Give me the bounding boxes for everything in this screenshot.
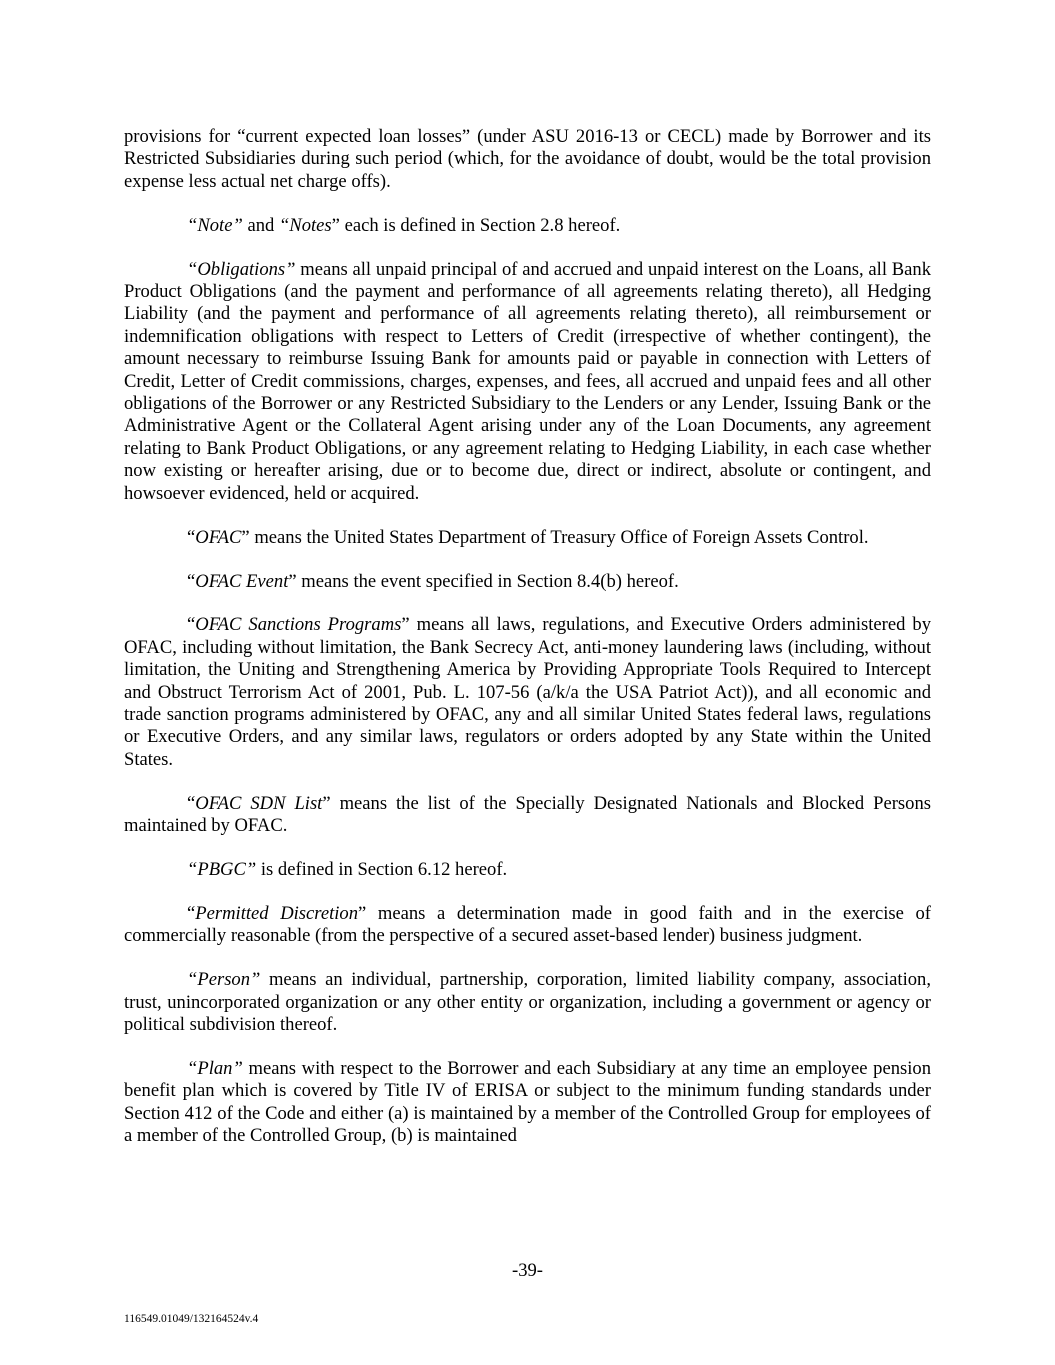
definition-text: ” means the United States Department of Treasury Office of Foreign Assets Control. — [241, 526, 869, 548]
defined-term: “PBGC” — [187, 859, 257, 881]
definition-text: ” means the list of the Specially Designated Nationals and Blocked Persons maintained by OFAC. — [124, 792, 931, 837]
definition-pbgc — [124, 859, 931, 881]
definition-ofac — [124, 527, 931, 549]
definition-text: is defined in Section 6.12 hereof. — [256, 859, 508, 881]
definition-text: ” means the event specified in Section 8.4(b) hereof. — [288, 570, 679, 592]
definition-text: means all unpaid principal of and accrued and unpaid interest on the Loans, all Bank Product Obligations (and the payment and performance of all agreements relating thereto), all Hedging Liability (and the payment and performance of all agreements relating thereto), all reimbursement or indemnification obligations with respect to Letters of Credit (irrespective of whether contingent), the amount necessary to reimburse Issuing Bank for amounts paid or payable in connection with Letters of Credit, Letter of Credit commissions, charges, expenses, and fees, all accrued and unpaid fees and all other obligations of the Borrower or any Restricted Subsidiary to the Lenders or any Lender, Issuing Bank or the Administrative Agent or the Collateral Agent arising under any of the Loan Documents, any agreement relating to Bank Product Obligations, or any agreement relating to Hedging Liability, in each case whether now existing or hereafter arising, due or to become due, direct or indirect, absolute or contingent, and howsoever evidenced, held or acquired. — [124, 258, 931, 504]
document-body — [124, 126, 931, 1148]
defined-term: “Notes — [278, 214, 332, 236]
paragraph-continued — [124, 126, 931, 193]
defined-term: OFAC Event — [195, 570, 289, 592]
open-quote: “ — [187, 902, 196, 924]
defined-term: “Note” — [187, 214, 243, 236]
defined-term: OFAC SDN List — [195, 792, 323, 814]
definition-obligations — [124, 259, 931, 505]
open-quote: “ — [187, 570, 196, 592]
open-quote: “ — [187, 526, 196, 548]
definition-text: ” each is defined in Section 2.8 hereof. — [331, 214, 621, 236]
definition-text: ” means a determination made in good faith and in the exercise of commercially reasonable (from the perspective of a secured asset-based lender) business judgment. — [124, 902, 931, 947]
defined-term: “Plan” — [187, 1058, 243, 1079]
defined-term: OFAC Sanctions Programs — [195, 614, 402, 636]
defined-term: Permitted Discretion — [195, 902, 359, 924]
defined-term: “Obligations” — [187, 258, 296, 280]
conjunction: and — [242, 214, 279, 236]
definition-ofac-event — [124, 571, 931, 593]
definition-text: means with respect to the Borrower and each Subsidiary at any time an employee pension benefit plan which is covered by Title IV of ERISA or subject to the minimum funding standards under Section 412 of the Code and either (a) is maintained by a member of the Controlled Group for employees of a member of the Controlled Group, (b) is maintained — [124, 1058, 931, 1147]
definition-ofac-sdn-list — [124, 793, 931, 838]
definition-text: means an individual, partnership, corporation, limited liability company, association, trust, unincorporated organization or any other entity or organization, including a government or agency or political subdivision thereof. — [124, 969, 931, 1036]
defined-term: OFAC — [195, 526, 242, 548]
definition-permitted-discretion — [124, 903, 931, 948]
definition-person — [124, 969, 931, 1036]
definition-ofac-sanctions-programs — [124, 614, 931, 771]
definition-plan — [124, 1058, 931, 1148]
definition-text: ” means all laws, regulations, and Executive Orders administered by OFAC, including without limitation, the Bank Secrecy Act, anti-money laundering laws (including, without limitation, the Uniting and Strengthening America by Providing Appropriate Tools Required to Intercept and Obstruct Terrorism Act of 2001, Pub. L. 107-56 (a/k/a the USA Patriot Act)), and all economic and trade sanction programs administered by OFAC, any and all similar United States federal laws, regulations or Executive Orders, and any similar laws, regulators or orders adopted by any State within the United States. — [124, 614, 931, 770]
page-number: -39- — [512, 1260, 543, 1281]
definition-note — [124, 215, 931, 237]
paragraph-text: provisions for “current expected loan losses” (under ASU 2016-13 or CECL) made by Borrower and its Restricted Subsidiaries during such period (which, for the avoidance of doubt, would be the total provision expense less actual net charge offs). — [124, 126, 931, 192]
open-quote: “ — [187, 614, 196, 636]
open-quote: “ — [187, 792, 196, 814]
document-id: 116549.01049/132164524v.4 — [124, 1313, 259, 1325]
defined-term: “Person” — [187, 969, 261, 991]
